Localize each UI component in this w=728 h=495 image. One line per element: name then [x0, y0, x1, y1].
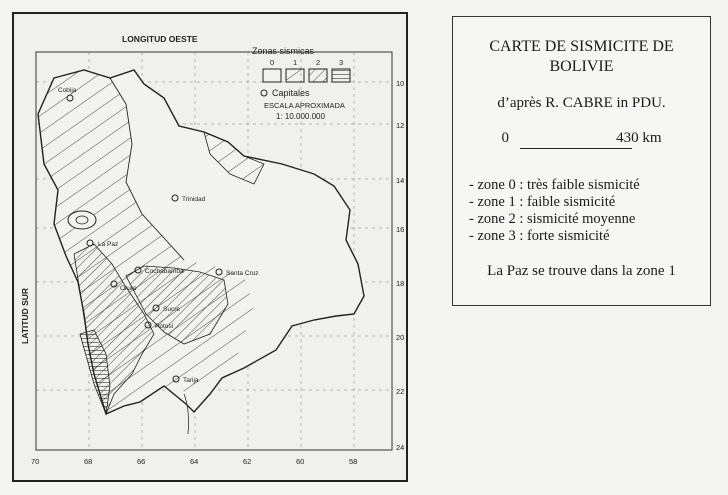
lon-tick-58: 58: [349, 457, 358, 466]
scale-bar: [502, 130, 662, 151]
lake-ellipse: [68, 211, 96, 229]
city-label: La Paz: [98, 241, 119, 248]
info-title: [453, 37, 710, 77]
legend-zone-3: 3: [339, 58, 344, 67]
city-label: Santa Cruz: [226, 270, 259, 277]
zone-item-1: - zone 1 : faible sismicité: [469, 194, 616, 210]
city-label: Trinidad: [182, 196, 206, 203]
legend-swatch-1: [286, 69, 304, 82]
legend-scale-title: ESCALA APROXIMADA: [264, 101, 345, 110]
conclusion-text: La Paz se trouve dans la zone 1: [487, 263, 676, 279]
map-drawing: [14, 14, 410, 484]
lon-tick-64: 64: [190, 457, 199, 466]
city-label: Oruro: [120, 285, 137, 292]
lat-tick-10: 10: [396, 79, 405, 88]
legend-zone-0: 0: [270, 58, 275, 67]
lat-tick-12: 12: [396, 121, 405, 130]
lat-tick-14: 14: [396, 176, 405, 185]
legend-scale-value: 1: 10.000.000: [276, 112, 325, 121]
info-panel: [452, 16, 711, 306]
longitude-label: LONGITUD OESTE: [122, 34, 198, 44]
legend-swatch-0: [263, 69, 281, 82]
lon-tick-70: 70: [31, 457, 40, 466]
map-legend: [252, 46, 350, 121]
city-label: Cobija: [58, 87, 77, 94]
lat-tick-22: 22: [396, 387, 405, 396]
lon-tick-66: 66: [137, 457, 146, 466]
city-label: Potosí: [155, 323, 174, 330]
legend-swatch-2: [309, 69, 327, 82]
legend-title: Zonas sismicas: [252, 46, 315, 56]
lat-tick-18: 18: [396, 279, 405, 288]
lat-tick-20: 20: [396, 333, 405, 342]
legend-swatch-3: [332, 69, 350, 82]
legend-capitals: Capitales: [272, 88, 310, 98]
lat-tick-24: 24: [396, 443, 405, 452]
seismic-map: [12, 12, 408, 482]
legend-zone-2: 2: [316, 58, 321, 67]
lon-tick-60: 60: [296, 457, 305, 466]
info-title-line2: BOLIVIE: [549, 58, 614, 75]
lat-ticks: [396, 79, 404, 452]
scale-start: 0: [501, 130, 509, 146]
lon-tick-62: 62: [243, 457, 252, 466]
legend-zone-1: 1: [293, 58, 298, 67]
lon-ticks: [31, 457, 357, 466]
zone-list: [469, 177, 710, 245]
scale-line: [520, 148, 632, 149]
city-label: Cochabamba: [145, 268, 184, 275]
info-title-line1: CARTE DE SISMICITE DE: [489, 38, 674, 55]
lat-tick-16: 16: [396, 225, 405, 234]
lon-tick-68: 68: [84, 457, 93, 466]
city-label: Sucre: [163, 306, 180, 313]
info-credit: d’après R. CABRE in PDU.: [497, 95, 666, 111]
zone-item-0: - zone 0 : très faible sismicité: [469, 177, 640, 193]
latitude-label: LATITUD SUR: [20, 287, 30, 344]
zone-item-3: - zone 3 : forte sismicité: [469, 228, 610, 244]
scale-end: 430 km: [616, 130, 662, 146]
city-label: Tarija: [183, 377, 199, 384]
capital-symbol-icon: [261, 90, 267, 96]
zone-item-2: - zone 2 : sismicité moyenne: [469, 211, 636, 227]
